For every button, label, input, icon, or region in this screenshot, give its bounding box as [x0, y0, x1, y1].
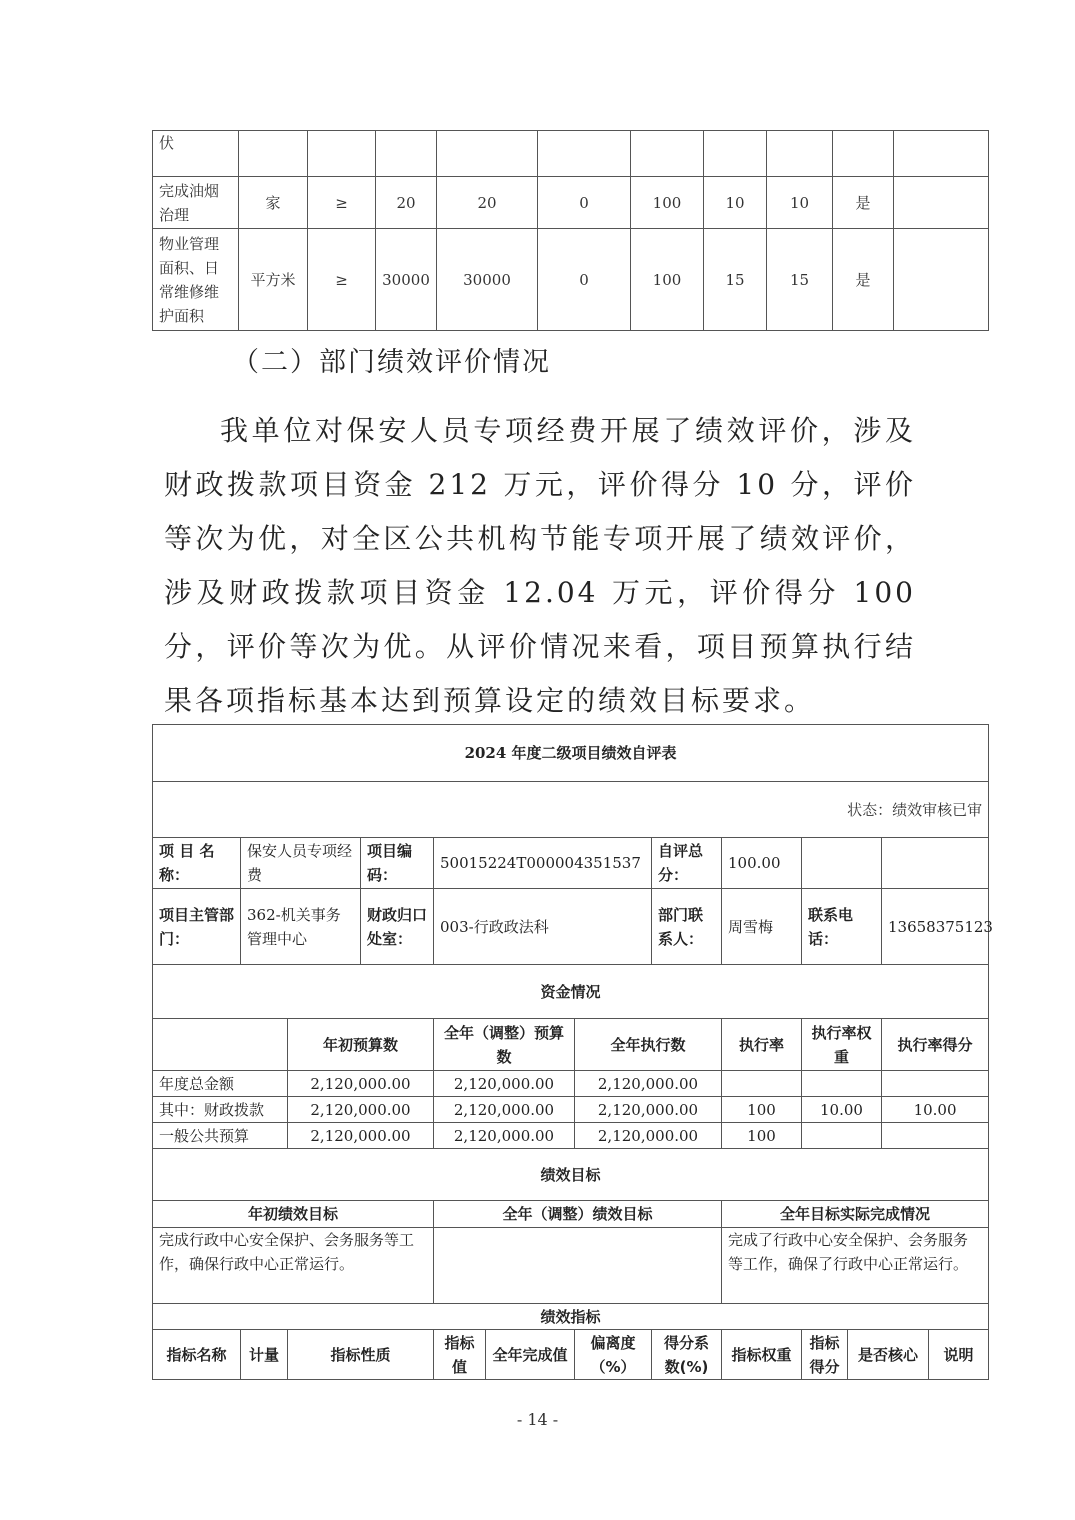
phone-value: 13658375123 — [882, 889, 989, 965]
finance-office-value: 003-行政政法科 — [434, 889, 652, 965]
funds-executed: 2,120,000.00 — [575, 1097, 722, 1123]
ind-col-deviation: 偏离度（%） — [575, 1330, 652, 1380]
funds-col-weight: 执行率权重 — [802, 1019, 882, 1071]
section-row — [153, 965, 989, 1019]
indicator-op: ≥ — [308, 177, 376, 229]
ind-col-name: 指标名称 — [153, 1330, 241, 1380]
section-row — [153, 1149, 989, 1201]
ind-col-actual: 全年完成值 — [486, 1330, 575, 1380]
indicator-weight: 15 — [704, 229, 767, 331]
status-text: 状态：绩效审核已审 — [153, 782, 989, 838]
indicator-score-coef: 100 — [631, 177, 704, 229]
goals-header: 绩效目标 — [153, 1149, 989, 1201]
goals-col-actual: 全年目标实际完成情况 — [722, 1201, 989, 1228]
indicator-core: 是 — [833, 177, 894, 229]
funds-executed: 2,120,000.00 — [575, 1071, 722, 1097]
ind-col-value: 指标值 — [434, 1330, 486, 1380]
funds-col-score: 执行率得分 — [882, 1019, 989, 1071]
contact-label: 部门联系人： — [652, 889, 722, 965]
form-title-row — [153, 725, 989, 782]
table-row — [153, 177, 989, 229]
self-score-label: 自评总分： — [652, 838, 722, 889]
ind-col-nature: 指标性质 — [288, 1330, 434, 1380]
funds-row-label: 年度总金额 — [153, 1071, 288, 1097]
ind-col-unit: 计量 — [241, 1330, 288, 1380]
funds-adjusted: 2,120,000.00 — [434, 1123, 575, 1149]
funds-rate: 100 — [722, 1123, 802, 1149]
funds-header: 资金情况 — [153, 965, 989, 1019]
funds-adjusted: 2,120,000.00 — [434, 1097, 575, 1123]
indicator-score: 10 — [767, 177, 833, 229]
project-name: 保安人员专项经费 — [241, 838, 361, 889]
indicator-target — [376, 131, 437, 177]
indicator-name: 完成油烟治理 — [153, 177, 239, 229]
indicators-header-row — [153, 1330, 989, 1380]
funds-col-adjusted: 全年（调整）预算数 — [434, 1019, 575, 1071]
goal-actual: 完成了行政中心安全保护、会务服务等工作，确保了行政中心正常运行。 — [722, 1228, 989, 1304]
table-row — [153, 1123, 989, 1149]
ind-col-core: 是否核心 — [848, 1330, 929, 1380]
funds-initial: 2,120,000.00 — [288, 1097, 434, 1123]
indicator-actual: 30000 — [437, 229, 538, 331]
ind-col-weight: 指标权重 — [722, 1330, 802, 1380]
funds-weight: 10.00 — [802, 1097, 882, 1123]
indicator-target: 30000 — [376, 229, 437, 331]
contact-value: 周雪梅 — [722, 889, 802, 965]
indicator-deviation — [538, 131, 631, 177]
funds-score — [882, 1071, 989, 1097]
funds-row-label: 其中：财政拨款 — [153, 1097, 288, 1123]
indicator-unit — [239, 131, 308, 177]
indicator-note — [894, 177, 989, 229]
funds-col-executed: 全年执行数 — [575, 1019, 722, 1071]
project-name-label: 项 目 名称： — [153, 838, 241, 889]
indicator-score — [767, 131, 833, 177]
table-row — [153, 1097, 989, 1123]
indicator-deviation: 0 — [538, 177, 631, 229]
table-row — [153, 131, 989, 177]
funds-rate: 100 — [722, 1097, 802, 1123]
indicator-core — [833, 131, 894, 177]
funds-col-empty — [153, 1019, 288, 1071]
funds-col-initial: 年初预算数 — [288, 1019, 434, 1071]
status-row — [153, 782, 989, 838]
table-row — [153, 889, 989, 965]
goals-header-row — [153, 1201, 989, 1228]
goal-initial: 完成行政中心安全保护、会务服务等工作，确保行政中心正常运行。 — [153, 1228, 434, 1304]
funds-adjusted: 2,120,000.00 — [434, 1071, 575, 1097]
project-code-label: 项目编码： — [361, 838, 434, 889]
funds-rate — [722, 1071, 802, 1097]
indicator-note — [894, 229, 989, 331]
self-evaluation-form — [152, 724, 993, 1380]
indicator-op — [308, 131, 376, 177]
funds-header-row — [153, 1019, 989, 1071]
form-title: 2024 年度二级项目绩效自评表 — [153, 725, 989, 782]
funds-initial: 2,120,000.00 — [288, 1123, 434, 1149]
section-row — [153, 1304, 989, 1330]
indicator-actual: 20 — [437, 177, 538, 229]
indicator-note — [894, 131, 989, 177]
section-heading: （二）部门绩效评价情况 — [232, 347, 551, 378]
ind-col-coef: 得分系数(%) — [652, 1330, 722, 1380]
indicator-weight: 10 — [704, 177, 767, 229]
indicator-name: 伏 — [153, 131, 239, 177]
funds-row-label: 一般公共预算 — [153, 1123, 288, 1149]
funds-weight — [802, 1071, 882, 1097]
funds-weight — [802, 1123, 882, 1149]
project-code: 50015224T000004351537 — [434, 838, 652, 889]
indicator-unit: 平方米 — [239, 229, 308, 331]
indicators-header: 绩效指标 — [153, 1304, 989, 1330]
funds-col-rate: 执行率 — [722, 1019, 802, 1071]
table-row — [153, 1071, 989, 1097]
table-row — [153, 1228, 989, 1304]
indicator-core: 是 — [833, 229, 894, 331]
finance-office-label: 财政归口 处室： — [361, 889, 434, 965]
goals-col-initial: 年初绩效目标 — [153, 1201, 434, 1228]
indicator-op: ≥ — [308, 229, 376, 331]
table-row — [153, 229, 989, 331]
dept-value: 362-机关事务管理中心 — [241, 889, 361, 965]
indicator-target: 20 — [376, 177, 437, 229]
ind-col-note: 说明 — [929, 1330, 989, 1380]
indicator-weight — [704, 131, 767, 177]
indicator-unit: 家 — [239, 177, 308, 229]
funds-initial: 2,120,000.00 — [288, 1071, 434, 1097]
indicator-score: 15 — [767, 229, 833, 331]
indicator-actual — [437, 131, 538, 177]
indicator-deviation: 0 — [538, 229, 631, 331]
table-row — [153, 838, 989, 889]
indicator-score-coef — [631, 131, 704, 177]
empty-cell — [802, 838, 882, 889]
dept-label: 项目主管部门： — [153, 889, 241, 965]
page-number: - 14 - — [516, 1410, 559, 1429]
indicator-score-coef: 100 — [631, 229, 704, 331]
empty-cell — [882, 838, 989, 889]
goals-col-adjusted: 全年（调整）绩效目标 — [434, 1201, 722, 1228]
section-paragraph: 我单位对保安人员专项经费开展了绩效评价，涉及财政拨款项目资金 212 万元，评价得分 10 分，评价等次为优，对全区公共机构节能专项开展了绩效评价，涉及财政拨款项目资金 12.04 万元，评价得分 100 分，评价等次为优。从评价情况来看，项目预算执行结果各项指标基本达到预算设定的绩效目标要求。 — [164, 414, 916, 717]
ind-col-score: 指标得分 — [802, 1330, 848, 1380]
funds-score: 10.00 — [882, 1097, 989, 1123]
indicator-table-continued — [152, 130, 989, 331]
funds-score — [882, 1123, 989, 1149]
phone-label: 联系电话： — [802, 889, 882, 965]
funds-executed: 2,120,000.00 — [575, 1123, 722, 1149]
indicator-name: 物业管理面积、日常维修维护面积 — [153, 229, 239, 331]
self-score: 100.00 — [722, 838, 802, 889]
goal-adjusted — [434, 1228, 722, 1304]
